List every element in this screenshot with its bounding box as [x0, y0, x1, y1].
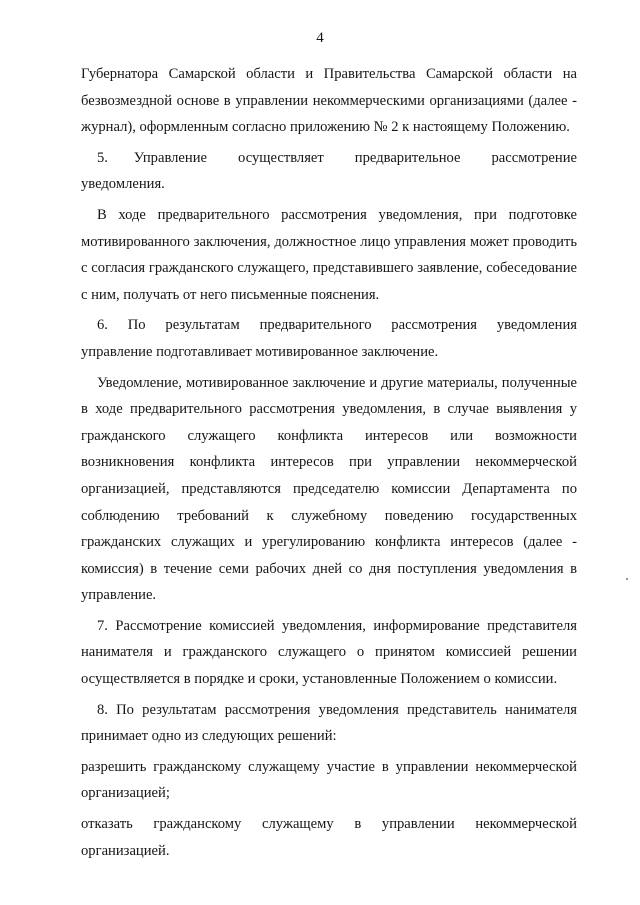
paragraph-continuation: Губернатора Самарской области и Правительства Самарской области на безвозмездной основе в управлении некоммерческими организациями (далее - журнал), оформленным согласно приложению № 2 к настоящему Положению. [81, 66, 577, 136]
paragraph-decision-allow: разрешить гражданскому служащему участие в управлении некоммерческой организацией; [81, 758, 577, 802]
paragraph-item-5: 5. Управление осуществляет предварительное рассмотрение уведомления. [81, 149, 577, 193]
paragraph-item-8: 8. По результатам рассмотрения уведомления представитель нанимателя принимает одно из следующих решений: [81, 701, 577, 745]
paragraph-item-7: 7. Рассмотрение комиссией уведомления, информирование представителя нанимателя и гражданского служащего о принятом комиссией решении осуществляется в порядке и сроки, установленные Положением о комиссии. [81, 617, 577, 688]
scan-speck [626, 578, 628, 580]
paragraph-decision-refuse: отказать гражданскому служащему в управлении некоммерческой организацией. [81, 816, 577, 859]
paragraph-preliminary-review: В ходе предварительного рассмотрения уведомления, при подготовке мотивированного заключения, должностное лицо управления может проводить с согласия гражданского служащего, представившего заявление, собеседование с ним, получать от него письменные пояснения. [81, 206, 577, 303]
paragraph-item-6: 6. По результатам предварительного рассмотрения уведомления управление подготавливает мотивированное заключение. [81, 317, 577, 360]
paragraph-materials-submission: Уведомление, мотивированное заключение и другие материалы, полученные в ходе предварительного рассмотрения уведомления, в случае выявления у гражданского служащего конфликта интересов или возможности возникновения конфликта интересов при управлении некоммерческой организацией, представляются председателю комиссии Департамента по соблюдению требований к служебному поведению государственных гражданских служащих и урегулированию конфликта интересов (далее - комиссия) в течение семи рабочих дней со дня поступления уведомления в управление. [81, 374, 577, 604]
page-number: 4 [316, 30, 324, 46]
document-body [81, 61, 577, 868]
